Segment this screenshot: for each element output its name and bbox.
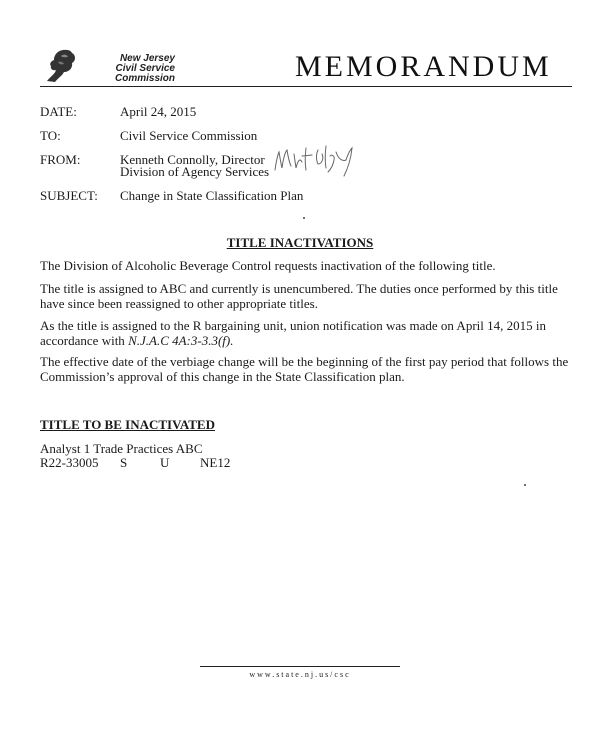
scan-speck bbox=[524, 484, 526, 486]
subject-label: SUBJECT: bbox=[40, 188, 98, 203]
title-range: NE12 bbox=[200, 455, 231, 470]
title-to-be-inactivated-heading: TITLE TO BE INACTIVATED bbox=[40, 417, 215, 432]
logo-line-3: Commission bbox=[114, 73, 175, 84]
memorandum-title: MEMORANDUM bbox=[295, 50, 552, 83]
njac-reference: N.J.A.C 4A:3-3.3(f). bbox=[128, 333, 234, 348]
title-code: R22-33005 bbox=[40, 455, 99, 470]
paragraph-3 bbox=[40, 318, 570, 348]
title-status-u: U bbox=[160, 455, 170, 470]
header-divider bbox=[40, 86, 572, 87]
inactivated-title-codes bbox=[40, 455, 340, 470]
to-value: Civil Service Commission bbox=[120, 128, 258, 143]
paragraph-4: The effective date of the verbiage change will be the beginning of the first pay period that follows the Commission’s approval of this change in the State Classification plan. bbox=[40, 354, 569, 384]
logo-text bbox=[75, 54, 175, 84]
date-label: DATE: bbox=[40, 104, 77, 119]
logo-line-1: New Jersey bbox=[119, 53, 175, 64]
njcsc-logo bbox=[45, 48, 185, 88]
date-value: April 24, 2015 bbox=[120, 104, 197, 119]
logo-line-2: Civil Service bbox=[115, 63, 175, 74]
title-status-s: S bbox=[120, 455, 128, 470]
to-label: TO: bbox=[40, 128, 61, 143]
paragraph-1: The Division of Alcoholic Beverage Control requests inactivation of the following title. bbox=[40, 258, 496, 273]
scan-speck bbox=[303, 217, 305, 219]
footer-divider bbox=[200, 666, 400, 667]
handwritten-signature bbox=[272, 140, 364, 180]
footer-url: www.state.nj.us/csc bbox=[249, 670, 351, 679]
inactivated-title-name: Analyst 1 Trade Practices ABC bbox=[40, 441, 203, 456]
title-inactivations-heading: TITLE INACTIVATIONS bbox=[226, 235, 374, 250]
from-value-line1: Kenneth Connolly, Director bbox=[120, 152, 265, 167]
subject-value: Change in State Classification Plan bbox=[120, 188, 304, 203]
paragraph-2: The title is assigned to ABC and currently is unencumbered. The duties once performed by this title have since been reassigned to other appropriate titles. bbox=[40, 281, 558, 311]
paragraph-3-text: As the title is assigned to the R bargaining unit, union notification was made on April 14, 2015 in accordance with bbox=[40, 318, 546, 348]
from-label: FROM: bbox=[40, 152, 81, 167]
from-value-line2: Division of Agency Services bbox=[120, 164, 270, 179]
